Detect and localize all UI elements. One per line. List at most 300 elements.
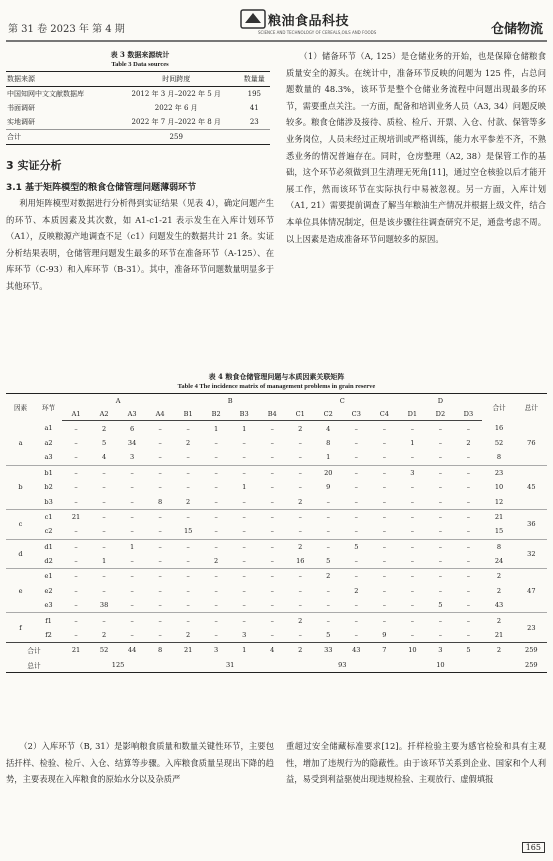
table4-value-cell: –	[118, 509, 146, 524]
table4-row-sum: 8	[496, 453, 502, 462]
table4-value-cell: –	[410, 601, 415, 610]
table4-value-cell: –	[130, 601, 134, 610]
table4-value-cell: –	[382, 438, 386, 447]
table4-value-cell: –	[270, 527, 274, 536]
table4-value-cell: 3	[242, 631, 247, 640]
table4-value-cell: –	[382, 586, 386, 595]
table4-value-cell: –	[118, 613, 146, 628]
table4-value-cell: –	[230, 465, 258, 480]
table4-value-cell: –	[202, 539, 230, 554]
table4-sum-cell: 2	[482, 643, 515, 658]
table4-sum-cell: 52	[90, 643, 118, 658]
table4-sum-cell: 4	[258, 643, 286, 658]
table4-factor-cell: a	[18, 438, 23, 447]
table4-value-cell: 2	[466, 438, 471, 447]
table4-subcol-header: A1	[62, 408, 90, 421]
table4-value-cell: –	[426, 613, 454, 628]
table4-value-cell: –	[454, 539, 482, 554]
table4-header-link: 环节	[35, 394, 62, 421]
table4-value-cell: 4	[101, 453, 107, 462]
table4-value-cell: –	[298, 527, 302, 536]
table4-value-cell: –	[286, 509, 314, 524]
table4-value-cell: –	[158, 438, 162, 447]
table-row	[6, 130, 270, 145]
table4-subcol-header: C1	[286, 408, 314, 421]
table4-value-cell: –	[74, 601, 78, 610]
table4-value-cell: –	[62, 539, 90, 554]
table4-value-cell: –	[174, 509, 202, 524]
table4-subcol-header: C3	[342, 408, 370, 421]
table4-value-cell: –	[410, 527, 415, 536]
table4-value-cell: –	[426, 509, 454, 524]
table4-value-cell: –	[410, 557, 415, 566]
journal-logo-icon	[240, 8, 266, 30]
table4-row-total: 32	[516, 539, 547, 569]
subsection-title: 3.1 基于矩阵模型的粮食仓储管理问题薄弱环节	[6, 183, 197, 193]
table4-value-cell: –	[214, 453, 218, 462]
table4-value-cell: –	[102, 483, 106, 492]
table4-value-cell: –	[130, 586, 134, 595]
table4-value-cell: –	[158, 557, 162, 566]
table4-value-cell: –	[130, 631, 134, 640]
table3	[6, 71, 270, 145]
table4-value-cell: –	[382, 453, 386, 462]
table4-value-cell: –	[230, 569, 258, 584]
table4-value-cell: –	[186, 483, 190, 492]
table4-value-cell: –	[242, 557, 246, 566]
table4-value-cell: –	[370, 465, 398, 480]
table4-value-cell: 1	[242, 483, 247, 492]
table4-subcol-header: C2	[314, 408, 342, 421]
table4-value-cell: –	[174, 465, 202, 480]
table4-value-cell: –	[146, 539, 174, 554]
table4-header-sum: 合计	[482, 394, 515, 421]
table4-value-cell: 3	[398, 465, 426, 480]
table4-value-cell: 6	[129, 424, 135, 433]
table4-value-cell: –	[270, 631, 274, 640]
table4-value-cell: –	[146, 465, 174, 480]
table4-value-cell: –	[214, 483, 218, 492]
table4-value-cell: –	[326, 497, 330, 506]
table4-value-cell: –	[438, 483, 443, 492]
journal-title: 粮油食品科技	[268, 14, 350, 29]
table4-value-cell: –	[74, 557, 78, 566]
table4-value-cell: –	[410, 453, 415, 462]
table4-sum-cell: 5	[454, 643, 482, 658]
table4-value-cell: –	[314, 613, 342, 628]
table4-sum-row	[6, 643, 547, 658]
table4-value-cell: –	[410, 483, 415, 492]
table4-group-total: 10	[398, 658, 482, 673]
table4-value-cell: 2	[214, 557, 219, 566]
table4-value-cell: –	[270, 453, 274, 462]
table4-value-cell: –	[382, 527, 386, 536]
table4-sum-cell: 33	[314, 643, 342, 658]
table4-value-cell: –	[454, 509, 482, 524]
table3-cell: 195	[247, 90, 261, 98]
table4-sum-cell: 21	[62, 643, 90, 658]
table4-value-cell: –	[258, 539, 286, 554]
table4-row-sum: 2	[496, 586, 502, 595]
table4-value-cell: –	[242, 527, 246, 536]
table4-value-cell: –	[354, 483, 358, 492]
table4-value-cell: –	[74, 483, 78, 492]
table4-value-cell: –	[270, 497, 274, 506]
table4-value-cell: –	[102, 586, 106, 595]
table4-value-cell: 1	[101, 557, 107, 566]
table4-value-cell: –	[230, 613, 258, 628]
table4-value-cell: –	[90, 539, 118, 554]
table4-value-cell: 5	[438, 601, 443, 610]
table4-sum-cell: 2	[286, 643, 314, 658]
table3-cell: 2022 年 6 月	[154, 104, 198, 112]
table4-value-cell: –	[74, 497, 78, 506]
table4-value-cell: –	[438, 527, 443, 536]
table4-sum-cell: 21	[174, 643, 202, 658]
table4-row-total: 76	[527, 438, 536, 447]
table4-value-cell: –	[354, 453, 358, 462]
table4-sum-cell: 7	[370, 643, 398, 658]
table4-value-cell: –	[438, 424, 443, 433]
table4-value-cell: –	[398, 569, 426, 584]
table4-value-cell: –	[74, 631, 78, 640]
table4	[6, 393, 547, 673]
table4-value-cell: –	[158, 424, 162, 433]
table4-value-cell: –	[258, 465, 286, 480]
table4-value-cell: –	[270, 601, 274, 610]
table4-value-cell: 8	[158, 497, 163, 506]
table4-value-cell: –	[298, 631, 302, 640]
table4-value-cell: –	[354, 424, 358, 433]
table4-value-cell: 1	[326, 453, 331, 462]
table3-cell: 41	[249, 104, 259, 112]
table4-value-cell: –	[186, 424, 190, 433]
table4-value-cell: –	[62, 569, 90, 584]
table-row	[6, 450, 547, 465]
table4-value-cell: –	[382, 557, 386, 566]
table4-sum-cell: 259	[516, 643, 547, 658]
table4-header-factor: 因素	[6, 394, 35, 421]
table4-value-cell: –	[354, 438, 358, 447]
table4-value-cell: –	[454, 465, 482, 480]
table4-value-cell: –	[158, 527, 162, 536]
table-row	[6, 584, 547, 598]
table4-value-cell: –	[174, 613, 202, 628]
bottom-left-column	[6, 736, 274, 788]
table4-group-total: 31	[174, 658, 286, 673]
table4-subcol-header: B4	[258, 408, 286, 421]
table3-header: 时间跨度	[114, 72, 239, 87]
table4-value-cell: 4	[326, 424, 331, 433]
table4-value-cell: –	[74, 438, 78, 447]
table4-value-cell: 2	[314, 569, 342, 584]
table4-value-cell: –	[214, 631, 218, 640]
table-row	[6, 101, 270, 115]
table4-group-header: C	[286, 394, 398, 409]
table4-group-header: B	[174, 394, 286, 409]
table3-total-value: 259	[114, 130, 239, 145]
table-row	[6, 421, 547, 436]
page-number: 165	[522, 842, 545, 853]
table4-value-cell: –	[438, 557, 443, 566]
table4-value-cell: –	[102, 497, 106, 506]
table3-total-label: 合计	[6, 130, 114, 145]
table4-value-cell: –	[90, 569, 118, 584]
table4-value-cell: –	[466, 497, 471, 506]
table4-value-cell: –	[242, 586, 246, 595]
table4-value-cell: –	[466, 601, 471, 610]
table4-group-total: 93	[286, 658, 398, 673]
table4-value-cell: –	[438, 586, 443, 595]
table4-value-cell: 5	[342, 539, 370, 554]
table4-value-cell: –	[202, 613, 230, 628]
table4-value-cell: –	[398, 539, 426, 554]
table4-value-cell: –	[426, 539, 454, 554]
table4-group-total: 125	[62, 658, 174, 673]
table4-value-cell: –	[342, 613, 370, 628]
table4-value-cell: –	[186, 453, 190, 462]
table4-value-cell: –	[382, 483, 386, 492]
table-row	[6, 569, 547, 584]
table4-row-total: 45	[516, 465, 547, 509]
table4-value-cell: –	[354, 631, 358, 640]
table4-value-cell: 15	[183, 527, 193, 536]
table4-group-header: A	[62, 394, 174, 409]
table4-value-cell: 3	[129, 453, 135, 462]
table4-value-cell: –	[454, 569, 482, 584]
table4-row-sum: 52	[494, 438, 504, 447]
table4-link-cell: f1	[35, 613, 62, 628]
column-name: 仓储物流	[490, 22, 543, 37]
table4-value-cell: –	[202, 509, 230, 524]
table4-value-cell: –	[74, 453, 78, 462]
table4-value-cell: –	[466, 557, 471, 566]
table-row	[6, 509, 547, 524]
table4-value-cell: 2	[186, 497, 191, 506]
table4-row-sum: 8	[482, 539, 515, 554]
table4-value-cell: –	[314, 539, 342, 554]
table4-value-cell: –	[242, 453, 246, 462]
table4-row-sum: 12	[494, 497, 504, 506]
table4-link-cell: c2	[44, 527, 53, 536]
table4-subcol-header: A4	[146, 408, 174, 421]
table4-value-cell: –	[186, 601, 190, 610]
table4-row-total: 36	[516, 509, 547, 539]
table4-value-cell: –	[90, 465, 118, 480]
table4-value-cell: –	[258, 613, 286, 628]
table4-value-cell: –	[242, 497, 246, 506]
bottom-right-column	[286, 736, 546, 788]
table4-value-cell: –	[466, 631, 471, 640]
table4-value-cell: 1	[214, 424, 219, 433]
table4-value-cell: –	[230, 539, 258, 554]
table4-factor-cell: f	[6, 613, 35, 643]
table4-value-cell: 38	[99, 601, 109, 610]
table4-total-label: 总计	[6, 658, 62, 673]
table4-value-cell: 9	[326, 483, 331, 492]
table4-sum-cell: 44	[118, 643, 146, 658]
table4-value-cell: 1	[118, 539, 146, 554]
table4-header-total: 总计	[516, 394, 547, 421]
table4-link-cell: b3	[44, 497, 53, 506]
table4-subcol-header: D3	[454, 408, 482, 421]
table4-value-cell: –	[298, 438, 302, 447]
table-row	[6, 465, 547, 480]
table4-value-cell: –	[90, 509, 118, 524]
table4-subcol-header: A3	[118, 408, 146, 421]
table4-value-cell: –	[230, 509, 258, 524]
table4-value-cell: –	[270, 586, 274, 595]
table4-value-cell: 8	[326, 438, 331, 447]
table4-value-cell: –	[74, 527, 78, 536]
table3-header: 数量量	[239, 72, 270, 87]
body-paragraph: （2）入库环节（B, 31）是影响粮食质量和数量关键性环节，主要包括扦样、检验、检斤、入仓、结算等步骤。入库粮食质量呈现出下降的趋势，主要表现在入库粮食的原始水分以及杂质严	[6, 741, 274, 785]
table4-value-cell: 5	[326, 557, 331, 566]
table4-value-cell: –	[270, 424, 274, 433]
table4-value-cell: –	[298, 586, 302, 595]
table4-value-cell: –	[214, 527, 218, 536]
table4-link-cell: c1	[35, 509, 62, 524]
table4-caption: 表 4 粮食仓储管理问题与本质因素关联矩阵	[208, 372, 345, 381]
table3-cell: 23	[249, 118, 259, 126]
table4-value-cell: –	[410, 586, 415, 595]
table-row	[6, 480, 547, 494]
table4-value-cell: –	[370, 613, 398, 628]
table4-value-cell: –	[186, 557, 190, 566]
table4-value-cell: –	[382, 601, 386, 610]
table4-value-cell: –	[326, 586, 330, 595]
table3-caption-en: Table 3 Data sources	[111, 61, 169, 68]
table4-value-cell: –	[158, 453, 162, 462]
table4-row-sum: 23	[482, 465, 515, 480]
body-paragraph: 重超过安全储藏标准要求[12]。扦样检验主要为感官检验和具有主观性，增加了违规行为的隐蔽性。由于该环节关系到企业、国家和个人利益，易受到利益驱使出现违规检验、主观放行、虚假填报	[286, 741, 546, 785]
table4-value-cell: –	[118, 569, 146, 584]
table4-value-cell: 5	[326, 631, 331, 640]
table4-value-cell: –	[382, 424, 386, 433]
table-row	[6, 628, 547, 643]
table4-subcol-header: B3	[230, 408, 258, 421]
table4-row-sum: 2	[482, 569, 515, 584]
table4-value-cell: –	[426, 465, 454, 480]
table3-cell: 中国知网中文文献数据库	[7, 90, 84, 98]
table4-sum-label: 合计	[6, 643, 62, 658]
table4-value-cell: –	[438, 631, 443, 640]
table4-value-cell: 21	[62, 509, 90, 524]
table4-sum-cell: 10	[398, 643, 426, 658]
table4-value-cell: –	[342, 509, 370, 524]
table4-value-cell: 20	[314, 465, 342, 480]
table4-row-sum: 21	[494, 631, 504, 640]
table-row	[6, 554, 547, 569]
table4-value-cell: –	[258, 509, 286, 524]
table-row	[6, 436, 547, 450]
table4-link-cell: b2	[44, 483, 53, 492]
table4-link-cell: a2	[44, 438, 53, 447]
table4-value-cell: –	[286, 569, 314, 584]
table4-value-cell: –	[354, 527, 358, 536]
table4-value-cell: –	[326, 601, 330, 610]
table4-value-cell: –	[426, 569, 454, 584]
table4-row-sum: 10	[494, 483, 504, 492]
table4-grand-total: 259	[516, 658, 547, 673]
table4-sum-cell: 8	[146, 643, 174, 658]
page-header	[0, 0, 553, 42]
table4-row-sum: 2	[482, 613, 515, 628]
table4-value-cell: –	[214, 497, 218, 506]
table3-cell: 2022 年 7 月–2022 年 8 月	[131, 118, 221, 126]
table4-value-cell: –	[102, 527, 106, 536]
table4-value-cell: 34	[127, 438, 137, 447]
table4-factor-cell: b	[6, 465, 35, 509]
table4-value-cell: –	[130, 527, 134, 536]
table4-value-cell: 9	[382, 631, 387, 640]
table4-value-cell: –	[454, 613, 482, 628]
table4-value-cell: –	[74, 424, 78, 433]
table4-value-cell: –	[158, 483, 162, 492]
table4-factor-cell: c	[6, 509, 35, 539]
table4-value-cell: –	[382, 497, 386, 506]
table3-cell: 2012 年 3 月–2022 年 5 月	[131, 90, 221, 98]
table4-link-cell: f2	[45, 631, 52, 640]
table4-block	[6, 372, 547, 673]
table4-factor-cell: d	[6, 539, 35, 569]
body-paragraph: 利用矩阵模型对数据进行分析得到实证结果（见表 4），确定问题产生的环节、本质因素及其次数，如 A1-c1-21 表示发生在入库计划环节（A1），反映粮源产地调查不足（c1）问题发生的数据共计 21 条。实证分析结果表明，仓储管理问题发生最多的环节在准备环节（A-125）、在库环节（C-93）和入库环节（B-31）。其中，准备环节问题数量明显多于其他环节。	[6, 198, 274, 291]
table4-value-cell: –	[298, 453, 302, 462]
table4-value-cell: 2	[101, 424, 107, 433]
table4-value-cell: 2	[286, 539, 314, 554]
table4-value-cell: 16	[296, 557, 305, 566]
table4-value-cell: –	[174, 569, 202, 584]
table4-value-cell: –	[270, 557, 274, 566]
table4-value-cell: –	[242, 438, 246, 447]
table4-row-total: 23	[516, 613, 547, 643]
table4-value-cell: –	[158, 601, 162, 610]
table4-link-cell: e2	[44, 586, 53, 595]
table4-link-cell: e3	[44, 601, 53, 610]
table4-value-cell: –	[370, 509, 398, 524]
header-rule	[6, 40, 547, 42]
journal-title-en: SCIENCE AND TECHNOLOGY OF CEREALS,OILS AND FOODS	[258, 30, 377, 35]
table4-value-cell: 1	[242, 424, 247, 433]
table4-row-sum: 24	[494, 557, 504, 566]
table4-sum-cell: 43	[342, 643, 370, 658]
table4-value-cell: –	[326, 527, 330, 536]
table3-cell: 实地调研	[7, 118, 35, 126]
table4-caption-en: Table 4 The incidence matrix of management problems in grain reserve	[177, 383, 376, 390]
table-row	[6, 494, 547, 509]
table4-value-cell: –	[62, 465, 90, 480]
table4-value-cell: –	[314, 509, 342, 524]
table4-sum-cell: 1	[230, 643, 258, 658]
table4-value-cell: –	[342, 465, 370, 480]
table4-subcol-header: C4	[370, 408, 398, 421]
table4-value-cell: –	[270, 438, 274, 447]
table4-value-cell: –	[354, 497, 358, 506]
table4-value-cell: –	[342, 569, 370, 584]
table4-value-cell: –	[202, 569, 230, 584]
table4-group-header: D	[398, 394, 482, 409]
table4-value-cell: 2	[186, 438, 191, 447]
table4-link-cell: e1	[35, 569, 62, 584]
table4-value-cell: –	[118, 465, 146, 480]
table4-value-cell: –	[146, 509, 174, 524]
table4-value-cell: –	[186, 586, 190, 595]
table4-value-cell: –	[370, 539, 398, 554]
table-row	[6, 598, 547, 613]
table4-value-cell: –	[466, 453, 471, 462]
table4-link-cell: b1	[35, 465, 62, 480]
table4-value-cell: 2	[101, 631, 107, 640]
